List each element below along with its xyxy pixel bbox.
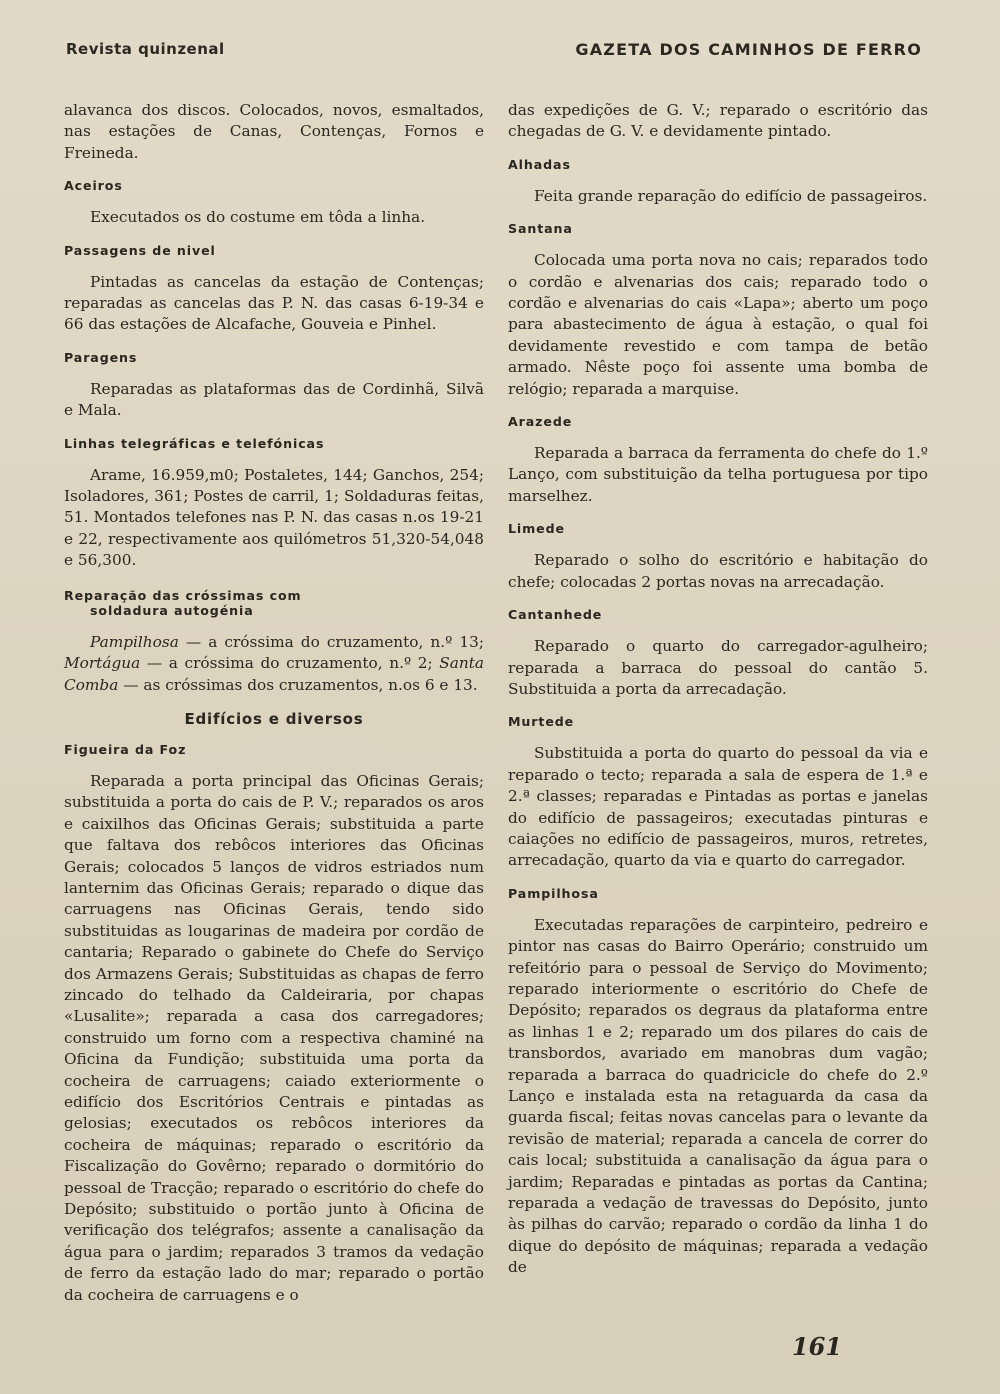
section-title-edificios: Edifícios e diversos [184, 709, 364, 728]
heading-limede: Limede [508, 521, 565, 537]
heading-pampilhosa: Pampilhosa [508, 885, 599, 901]
right-column [508, 100, 928, 1279]
paragraph-passagens-de-nivel: Pintadas as cancelas da estação de Contenças; reparadas as cancelas das P. N. das casas 6-19-34 e 66 das estações de Alcafache, Gouveia e Pinhel. [64, 272, 484, 334]
text-mortagua: — a cróssima do cruzamento, n.º 2; [140, 654, 440, 673]
heading-murtede: Murtede [508, 714, 575, 730]
running-header-left: Revista quinzenal [66, 40, 225, 58]
heading-passagens-de-nivel: Passagens de nivel [64, 242, 216, 258]
text-santa-comba: — as cróssimas dos cruzamentos, n.os 6 e 13. [118, 675, 478, 694]
heading-arazede: Arazede [508, 414, 573, 430]
intro-paragraph: alavanca dos discos. Colocados, novos, esmaltados, nas estações de Canas, Contenças, Fornos e Freineda. [64, 101, 484, 162]
paragraph-arazede: Reparada a barraca da ferramenta do chefe do 1.º Lanço, com substituição da telha portuguesa por tipo marselhez. [508, 444, 928, 505]
heading-line-1: Reparação das cróssimas com [64, 587, 302, 603]
place-santa-comba: Santa Comba [64, 654, 484, 694]
continuation-paragraph: das expedições de G. V.; reparado o escritório das chegadas de G. V. e devidamente pintado. [508, 101, 928, 141]
paragraph-limede: Reparado o solho do escritório e habitação do chefe; colocadas 2 portas novas na arrecadação. [508, 551, 928, 591]
heading-aceiros: Aceiros [64, 178, 123, 194]
paragraph-santana: Colocada uma porta nova no cais; reparados todo o cordão e alvenarias dos cais; reparado todo o cordão e alvenarias do cais «Lapa»; aberto um poço para abastecimento de água à estação, o qual foi devidamente revestido e com tampa de betão armado. Nêste poço foi assente uma bomba de relógio; reparada a marquise. [508, 251, 928, 398]
paragraph-alhadas: Feita grande reparação do edifício de passageiros. [534, 186, 928, 205]
text-pampilhosa: — a cróssima do cruzamento, n.º 13; [178, 632, 484, 651]
paragraph-cantanhede: Reparado o quarto do carregador-agulheiro; reparada a barraca do pessoal do cantão 5. Substituida a porta da arrecadação. [508, 637, 928, 698]
heading-cantanhede: Cantanhede [508, 607, 603, 623]
paragraph-linhas-telegraficas: Arame, 16.959,m0; Postaletes, 144; Ganchos, 254; Isoladores, 361; Postes de carril, 1; Soldaduras feitas, 51. Montados telefones nas P. N. das casas n.os 19-21 e 22, respectivamente aos quilómetros 51,320-54,048 e 56,300. [64, 465, 484, 570]
place-mortagua: Mortágua [64, 654, 141, 673]
paragraph-pampilhosa: Executadas reparações de carpinteiro, pedreiro e pintor nas casas do Bairro Operário; construido um refeitório para o pessoal de Serviço do Movimento; reparado interiormente o escritório do Chefe de Depósito; reparados os degraus da plataforma entre as linhas 1 e 2; reparado um dos pilares do cais de transbordos, avariado em manobras dum vagão; reparada a barraca do quadricicle do chefe do 2.º Lanço e instalada esta na retaguarda da casa da guarda fiscal; feitas novas cancelas para o levante da revisão de material; reparada a cancela de correr do cais local; substituida a canalisação da água para o jardim; Reparadas e pintadas as portas da Cantina; reparada a vedação de travessas do Depósito, junto às pilhas do carvão; reparado o cordão da linha 1 do dique do depósito de máquinas; reparada a vedação de [508, 915, 928, 1277]
heading-reparacao-crossimas [64, 588, 484, 618]
page-number: 161 [791, 1332, 842, 1361]
paragraph-aceiros: Executados os do costume em tôda a linha. [90, 208, 426, 227]
heading-santana: Santana [508, 221, 573, 237]
paragraph-murtede: Substituida a porta do quarto do pessoal da via e reparado o tecto; reparada a sala de espera de 1.ª e 2.ª classes; reparadas e Pintadas as portas e janelas do edifício de passageiros; executadas pinturas e caiações no edifício de passageiros, muros, retretes, arrecadação, quarto da via e quarto do carregador. [508, 744, 928, 870]
paragraph-figueira-da-foz: Reparada a porta principal das Oficinas Gerais; substituida a porta do cais de P. V.; reparados os aros e caixilhos das Oficinas Gerais; substituida a parte que faltava dos rebôcos interiores das Oficinas Gerais; colocados 5 lanços de vidros estriados num lanternim das Oficinas Gerais; reparado o dique das carruagens nas Oficinas Gerais, tendo sido substituidas as lougarinas de madeira por cordão de cantaria; Reparado o gabinete do Chefe do Serviço dos Armazens Gerais; Substituidas as chapas de ferro zincado do telhado da Caldeiraria, por chapas «Lusalite»; reparada a casa dos carregadores; construido um forno com a respectiva chaminé na Oficina da Fundição; substituida uma porta da cocheira de carruagens; caiado exteriormente o edifício dos Escritórios Centrais e pintadas as gelosias; executados os rebôcos interiores da cocheira de máquinas; reparado o escritório da Fiscalização do Govêrno; reparado o dormitório do pessoal de Tracção; reparado o escritório do chefe do Depósito; substituido o portão junto à Oficina de verificação dos telégrafos; assente a canalisação da água para o jardim; reparados 3 tramos da vedação de ferro da estação lado do mar; reparado o portão da cocheira de carruagens e o [64, 771, 484, 1304]
heading-alhadas: Alhadas [508, 156, 571, 172]
running-header-right: GAZETA DOS CAMINHOS DE FERRO [575, 40, 922, 59]
left-column [64, 100, 484, 1306]
heading-line-2: soldadura autogénia [90, 602, 254, 618]
place-pampilhosa: Pampilhosa [90, 632, 179, 651]
heading-linhas-telegraficas: Linhas telegráficas e telefónicas [64, 435, 325, 451]
paragraph-paragens: Reparadas as plataformas das de Cordinhã, Silvã e Mala. [64, 379, 484, 420]
paragraph-crossimas [64, 632, 484, 696]
heading-paragens: Paragens [64, 349, 138, 365]
heading-figueira-da-foz: Figueira da Foz [64, 741, 187, 757]
